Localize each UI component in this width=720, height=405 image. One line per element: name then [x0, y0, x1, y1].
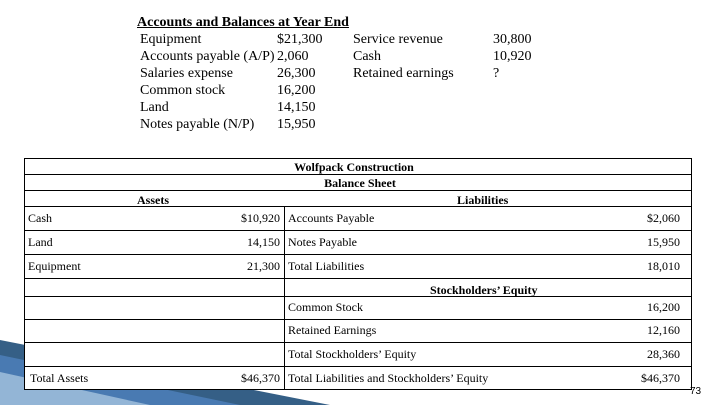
account-label: Common stock: [140, 83, 226, 98]
account-label: Retained earnings: [353, 66, 454, 81]
column-divider: [284, 206, 285, 390]
equity-label: Retained Earnings: [288, 323, 377, 337]
account-value: 16,200: [277, 83, 316, 98]
account-label: Service revenue: [353, 32, 443, 47]
page-title: Accounts and Balances at Year End: [137, 15, 349, 30]
account-value: 26,300: [277, 66, 316, 81]
account-value: 30,800: [493, 32, 532, 47]
page-number: 73: [690, 386, 702, 397]
account-label: Equipment: [140, 32, 202, 47]
account-label: Cash: [353, 49, 381, 64]
liabilities-heading: Liabilities: [457, 193, 509, 207]
assets-heading: Assets: [137, 193, 169, 207]
asset-value: $10,920: [241, 211, 280, 225]
asset-value: 14,150: [247, 235, 280, 249]
account-value: 15,950: [277, 117, 316, 132]
asset-label: Land: [28, 235, 53, 249]
company-name: Wolfpack Construction: [294, 160, 414, 174]
account-value: 2,060: [277, 49, 309, 64]
account-label: Notes payable (N/P): [140, 117, 255, 132]
liability-label: Accounts Payable: [288, 211, 375, 225]
row-divider: [24, 230, 692, 231]
total-assets-label: Total Assets: [30, 371, 89, 385]
asset-label: Cash: [28, 211, 52, 225]
row-divider: [24, 319, 692, 320]
asset-value: 21,300: [247, 259, 280, 273]
total-liabilities-label: Total Liabilities: [288, 259, 365, 273]
equity-value: 16,200: [647, 300, 680, 314]
total-equity-value: 28,360: [647, 347, 680, 361]
account-value: 14,150: [277, 100, 316, 115]
equity-value: 12,160: [647, 323, 680, 337]
liability-value: $2,060: [647, 211, 680, 225]
total-equity-label: Total Stockholders’ Equity: [288, 347, 417, 361]
account-label: Land: [140, 100, 169, 115]
liability-label: Notes Payable: [288, 235, 357, 249]
account-value: 10,920: [493, 49, 532, 64]
account-label: Salaries expense: [140, 66, 233, 81]
header-divider: [24, 190, 692, 191]
liability-value: 15,950: [647, 235, 680, 249]
row-divider: [24, 366, 692, 367]
total-liabilities-equity-label: Total Liabilities and Stockholders’ Equity: [288, 371, 489, 385]
account-value: $21,300: [277, 32, 323, 47]
row-divider: [24, 342, 692, 343]
row-divider: [24, 296, 692, 297]
row-divider: [24, 254, 692, 255]
header-divider: [24, 174, 692, 175]
equity-heading: Stockholders’ Equity: [430, 283, 538, 297]
total-liabilities-value: 18,010: [647, 259, 680, 273]
equity-label: Common Stock: [288, 300, 364, 314]
total-assets-value: $46,370: [241, 371, 280, 385]
statement-title: Balance Sheet: [324, 176, 396, 190]
row-divider: [24, 278, 692, 279]
asset-label: Equipment: [28, 259, 81, 273]
total-liabilities-equity-value: $46,370: [641, 371, 680, 385]
account-label: Accounts payable (A/P): [140, 49, 275, 64]
account-value: ?: [493, 66, 500, 81]
header-divider: [24, 206, 692, 207]
